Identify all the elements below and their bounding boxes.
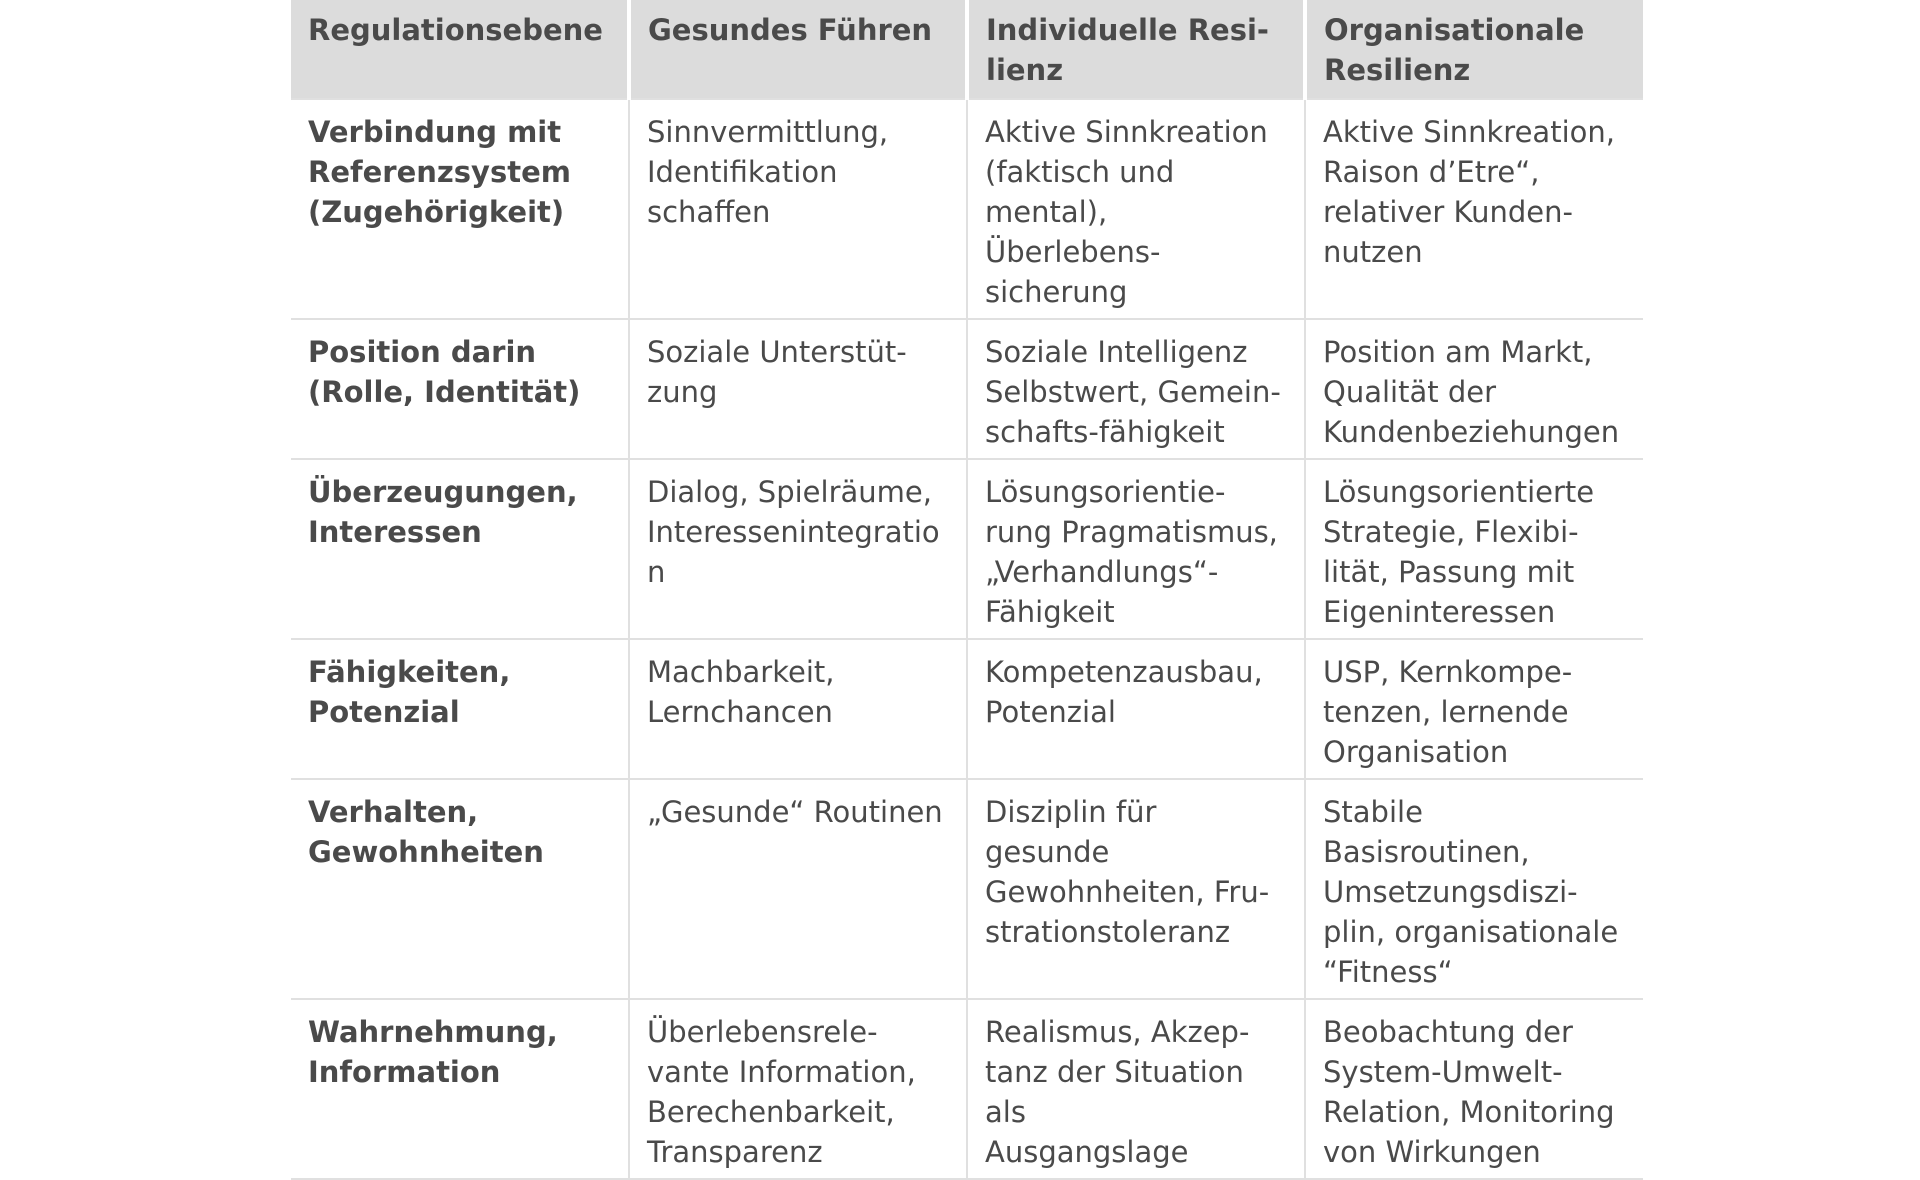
resilience-table-container (291, 0, 1643, 1180)
cell-text: Überzeugungen, Interessen (308, 475, 578, 549)
cell-text: Verbindung mit Referenzsystem (Zugehörigkeit) (308, 115, 571, 229)
cell-text: Kompetenzausbau, Potenzial (985, 655, 1263, 729)
cell-text: Stabile Basisroutinen, Umsetzungsdiszi- plin, organisationale “Fitness“ (1323, 795, 1619, 989)
cell-text: Soziale Unterstüt- zung (647, 335, 907, 409)
cell-level (291, 999, 629, 1179)
cell-level (291, 459, 629, 639)
cell-text: Überlebensrele- vante Information, Berechenbarkeit, Transparenz (647, 1015, 916, 1169)
header-organisationale-resilienz (1305, 0, 1643, 99)
cell-individuelle-resilienz (967, 99, 1305, 319)
table-row (291, 319, 1643, 459)
cell-text: Beobachtung der System-Umwelt- Relation, Monitoring von Wirkungen (1323, 1015, 1615, 1169)
header-label: Gesundes Führen (648, 13, 933, 47)
header-individuelle-resilienz (967, 0, 1305, 99)
resilience-table (291, 0, 1643, 1180)
cell-text: Aktive Sinnkreation, Raison d’Etre“, relativer Kunden- nutzen (1323, 115, 1615, 269)
table-header (291, 0, 1643, 99)
cell-gesundes-fuehren (629, 319, 967, 459)
cell-text: Lösungsorientie- rung Pragmatismus, „Verhandlungs“- Fähigkeit (985, 475, 1278, 629)
cell-organisationale-resilienz (1305, 319, 1643, 459)
cell-organisationale-resilienz (1305, 459, 1643, 639)
table-row (291, 779, 1643, 999)
header-row (291, 0, 1643, 99)
cell-text: Position am Markt, Qualität der Kundenbeziehungen (1323, 335, 1620, 449)
header-gesundes-fuehren (629, 0, 967, 99)
header-label: Regulationsebene (308, 13, 603, 47)
table-row (291, 999, 1643, 1179)
cell-level (291, 99, 629, 319)
cell-text: Lösungsorientierte Strategie, Flexibi- lität, Passung mit Eigeninteressen (1323, 475, 1595, 629)
table-body (291, 99, 1643, 1179)
cell-organisationale-resilienz (1305, 779, 1643, 999)
cell-text: Verhalten, Gewohnheiten (308, 795, 544, 869)
cell-level (291, 779, 629, 999)
cell-text: Dialog, Spielräume, Interessenintegration (647, 475, 940, 589)
cell-level (291, 639, 629, 779)
cell-text: Realismus, Akzep- tanz der Situation als Ausgangslage (985, 1015, 1250, 1169)
cell-text: Position darin (Rolle, Identität) (308, 335, 581, 409)
table-row (291, 459, 1643, 639)
cell-individuelle-resilienz (967, 459, 1305, 639)
cell-text: Wahrnehmung, Information (308, 1015, 558, 1089)
header-label: Organisationale Resilienz (1324, 13, 1585, 87)
cell-text: USP, Kernkompe- tenzen, lernende Organisation (1323, 655, 1573, 769)
cell-organisationale-resilienz (1305, 639, 1643, 779)
cell-text: Fähigkeiten, Potenzial (308, 655, 511, 729)
cell-individuelle-resilienz (967, 779, 1305, 999)
cell-gesundes-fuehren (629, 459, 967, 639)
cell-text: „Gesunde“ Routinen (647, 795, 943, 829)
cell-gesundes-fuehren (629, 639, 967, 779)
cell-level (291, 319, 629, 459)
cell-individuelle-resilienz (967, 999, 1305, 1179)
cell-individuelle-resilienz (967, 639, 1305, 779)
cell-text: Soziale Intelligenz Selbstwert, Gemein- schafts-fähigkeit (985, 335, 1281, 449)
header-regulationsebene (291, 0, 629, 99)
cell-text: Disziplin für gesunde Gewohnheiten, Fru- strationstoleranz (985, 795, 1270, 949)
table-row (291, 99, 1643, 319)
cell-text: Aktive Sinnkreation (faktisch und mental), Überlebens- sicherung (985, 115, 1268, 309)
cell-gesundes-fuehren (629, 779, 967, 999)
cell-text: Machbarkeit, Lernchancen (647, 655, 835, 729)
cell-text: Sinnvermittlung, Identifikation schaffen (647, 115, 889, 229)
header-label: Individuelle Resi- lienz (986, 13, 1269, 87)
cell-organisationale-resilienz (1305, 99, 1643, 319)
cell-organisationale-resilienz (1305, 999, 1643, 1179)
cell-gesundes-fuehren (629, 99, 967, 319)
cell-individuelle-resilienz (967, 319, 1305, 459)
table-row (291, 639, 1643, 779)
cell-gesundes-fuehren (629, 999, 967, 1179)
